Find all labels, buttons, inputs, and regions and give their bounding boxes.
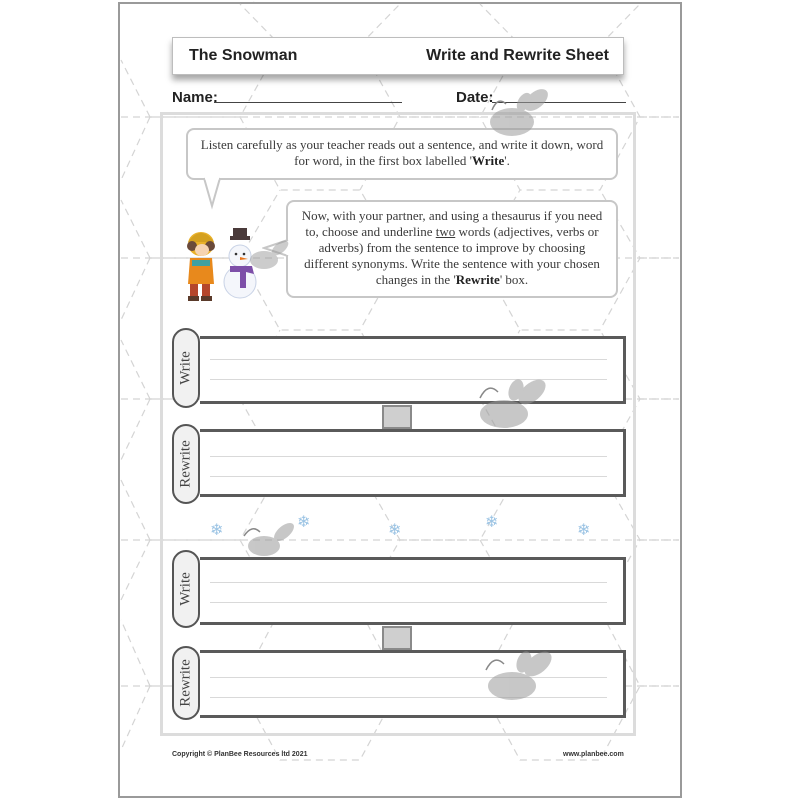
snowflake-icon: ❄ [210,522,224,539]
write-label-1: Write [177,351,194,385]
instruction-2-text: Now, with your partner, and using a thesaurus if you need to, choose and underline [301,208,603,239]
name-line[interactable] [214,102,402,103]
rewrite-label-2: Rewrite [177,659,194,707]
rewrite-label-tab-2 [172,646,200,720]
name-label: Name: [172,89,218,106]
bee-watermark-icon [472,642,562,708]
worksheet-title: The Snowman [189,47,298,64]
ruling-line [210,456,607,457]
bee-watermark-icon [466,372,556,436]
ruling-line [210,476,607,477]
instruction-1-bold: Write [471,153,505,168]
snowflake-icon: ❄ [485,514,499,531]
write-box-2[interactable] [200,557,626,625]
instruction-2-middle: words (adjectives, verbs or adverbs) from the sentence to improve by choosing different synonyms. Write the sentence with your chosen changes in the ' [304,224,600,287]
connector-2 [382,626,412,650]
date-label: Date: [456,89,494,106]
rewrite-box-2[interactable] [200,650,626,718]
instruction-2-underline: two [435,224,456,239]
rewrite-label-tab-1 [172,424,200,504]
write-box-1[interactable] [200,336,626,404]
ruling-line [210,582,607,583]
bubble-1-tail [200,176,224,210]
snowflake-icon: ❄ [388,522,402,539]
write-label-tab-2 [172,550,200,628]
instruction-1-text: Listen carefully as your teacher reads out a sentence, and write it down, word for word, in the first box labelled ' [200,137,604,168]
ruling-line [210,602,607,603]
copyright-text: Copyright © PlanBee Resources ltd 2021 [172,751,308,758]
ruling-line [210,359,607,360]
instruction-2-bold: Rewrite [455,272,500,287]
write-label-2: Write [177,572,194,606]
instruction-bubble-2 [286,200,618,298]
rewrite-box-1[interactable] [200,429,626,497]
rewrite-label-1: Rewrite [177,440,194,488]
snowflake-icon: ❄ [297,514,311,531]
connector-1 [382,405,412,429]
write-label-tab-1 [172,328,200,408]
worksheet-subtitle: Write and Rewrite Sheet [426,47,609,64]
title-banner [172,37,624,75]
snowflake-icon: ❄ [577,522,591,539]
bee-watermark-icon [244,236,292,276]
bee-watermark-icon [238,518,302,564]
bee-watermark-icon [478,82,558,142]
website-link[interactable]: www.planbee.com [563,751,624,758]
instruction-2-end: ' box. [499,272,529,287]
instruction-1-end: '. [504,153,510,168]
